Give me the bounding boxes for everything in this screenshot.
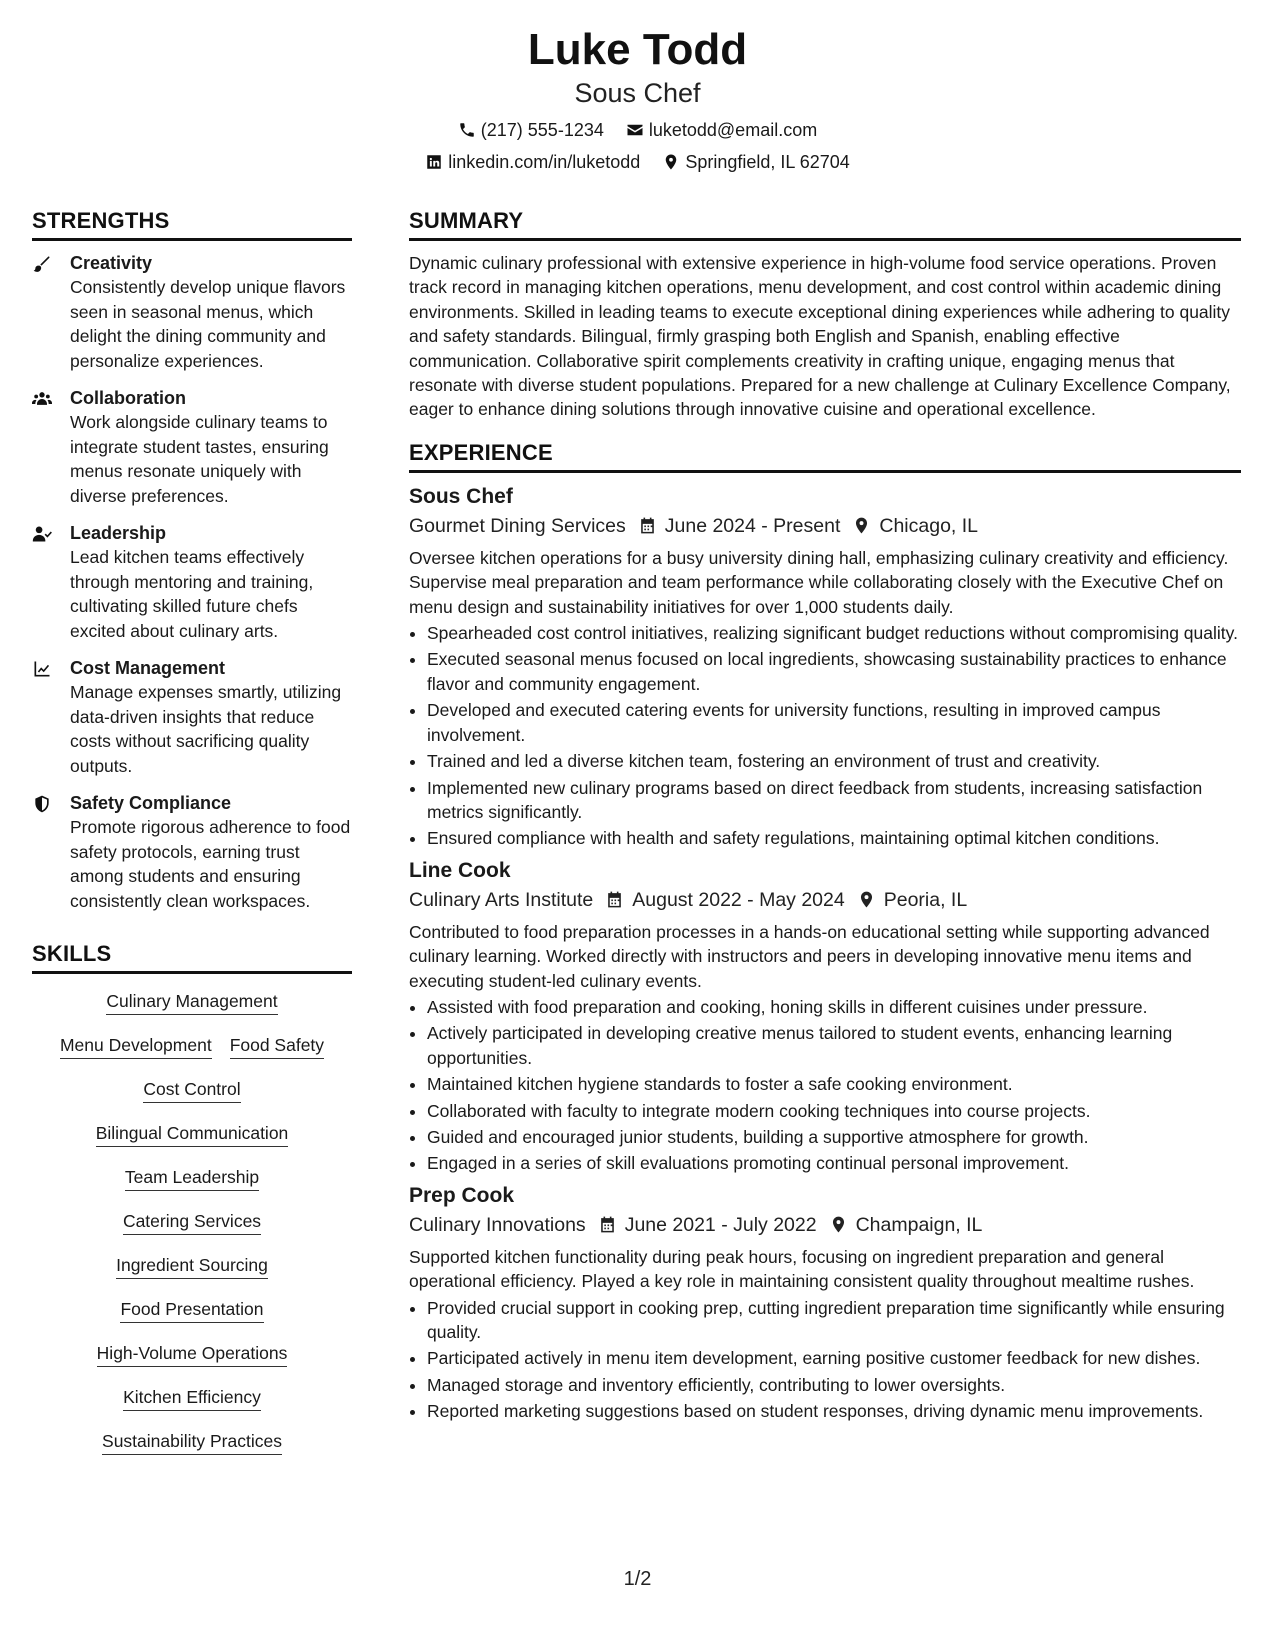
skill-tag: Menu Development bbox=[60, 1034, 212, 1059]
job-bullet: • Ensured compliance with health and safety regulations, maintaining optimal kitchen conditions. bbox=[427, 826, 1241, 850]
strength-desc: Lead kitchen teams effectively through mentoring and training, cultivating skilled future chefs excited about culinary arts. bbox=[70, 547, 314, 641]
job-bullet: • Trained and led a diverse kitchen team, fostering an environment of trust and creativity. bbox=[427, 749, 1241, 773]
strength-item bbox=[32, 251, 352, 373]
strength-desc: Work alongside culinary teams to integrate student tastes, ensuring menus resonate uniquely with diverse preferences. bbox=[70, 412, 329, 506]
contact-row-2 bbox=[0, 150, 1275, 174]
summary-heading: SUMMARY bbox=[409, 208, 1241, 241]
resume-body bbox=[32, 208, 1243, 1474]
contact-linkedin[interactable] bbox=[425, 150, 640, 174]
strength-item bbox=[32, 656, 352, 778]
contact-email[interactable] bbox=[626, 118, 817, 142]
job-bullet: • Spearheaded cost control initiatives, realizing significant budget reductions without compromising quality. bbox=[427, 621, 1241, 645]
job-title: Line Cook bbox=[409, 858, 511, 882]
job-dates: August 2022 - May 2024 bbox=[632, 888, 845, 911]
skill-tag: Catering Services bbox=[123, 1210, 261, 1235]
skill-tag: Food Safety bbox=[230, 1034, 324, 1059]
calendar-icon bbox=[598, 1215, 617, 1234]
strength-item bbox=[32, 791, 352, 913]
job-location: Peoria, IL bbox=[883, 888, 968, 911]
job-location: Chicago, IL bbox=[879, 514, 979, 537]
user-check-icon bbox=[32, 524, 52, 544]
job-meta bbox=[409, 513, 1241, 539]
page-number: 1/2 bbox=[623, 1568, 652, 1590]
resume-header bbox=[0, 0, 1275, 174]
calendar-icon bbox=[638, 516, 657, 535]
job-entry bbox=[409, 483, 1241, 851]
strength-title: Cost Management bbox=[70, 658, 226, 678]
chart-line-icon bbox=[32, 659, 52, 679]
linkedin-text[interactable]: linkedin.com/in/luketodd bbox=[448, 152, 641, 172]
envelope-icon bbox=[626, 121, 644, 139]
job-entry bbox=[409, 1182, 1241, 1424]
job-description: Supported kitchen functionality during peak hours, focusing on ingredient preparation and general operational efficiency. Played a key role in maintaining consistent quality throughout mealtime rushes. bbox=[409, 1246, 1195, 1292]
job-meta bbox=[409, 1212, 1241, 1238]
job-bullet: • Maintained kitchen hygiene standards to foster a safe cooking environment. bbox=[427, 1072, 1241, 1096]
job-bullet: • Provided crucial support in cooking prep, cutting ingredient preparation time significantly while ensuring quality. bbox=[427, 1296, 1241, 1345]
skill-tag: Food Presentation bbox=[120, 1298, 263, 1323]
job-bullet: • Participated actively in menu item development, earning positive customer feedback for new dishes. bbox=[427, 1346, 1241, 1370]
job-company: Culinary Innovations bbox=[409, 1213, 586, 1236]
strength-item bbox=[32, 386, 352, 508]
strength-title: Collaboration bbox=[70, 388, 186, 408]
skill-tag: Team Leadership bbox=[125, 1166, 259, 1191]
job-description: Contributed to food preparation processes in a hands-on educational setting while supporting advanced culinary learning. Worked directly with instructors and peers in developing innovative menu items and executing student-led culinary events. bbox=[409, 921, 1210, 991]
job-bullet: • Guided and encouraged junior students, building a supportive atmosphere for growth. bbox=[427, 1125, 1241, 1149]
email-text[interactable]: luketodd@email.com bbox=[648, 120, 818, 140]
linkedin-icon bbox=[425, 153, 443, 171]
strength-item bbox=[32, 521, 352, 643]
candidate-name: Luke Todd bbox=[527, 25, 748, 74]
strength-desc: Consistently develop unique flavors seen in seasonal menus, which delight the dining community and personalize experiences. bbox=[70, 277, 346, 371]
job-bullet: • Engaged in a series of skill evaluations promoting continual personal improvement. bbox=[427, 1151, 1241, 1175]
job-bullet: • Implemented new culinary programs based on direct feedback from students, increasing satisfaction metrics significantly. bbox=[427, 776, 1241, 825]
contact-row-1 bbox=[0, 118, 1275, 142]
job-dates: June 2021 - July 2022 bbox=[624, 1213, 817, 1236]
map-pin-icon bbox=[829, 1215, 848, 1234]
map-pin-icon bbox=[852, 516, 871, 535]
right-column bbox=[409, 208, 1241, 1474]
shield-icon bbox=[32, 794, 52, 814]
skills-heading: SKILLS bbox=[32, 941, 352, 974]
contact-location bbox=[662, 150, 849, 174]
phone-text: (217) 555-1234 bbox=[480, 120, 604, 140]
skill-tag: High-Volume Operations bbox=[97, 1342, 288, 1367]
location-text: Springfield, IL 62704 bbox=[685, 152, 850, 172]
summary-section bbox=[409, 208, 1241, 422]
brush-icon bbox=[32, 254, 52, 274]
job-bullets bbox=[409, 621, 1241, 851]
job-title: Prep Cook bbox=[409, 1183, 515, 1207]
skill-tag: Cost Control bbox=[143, 1078, 240, 1103]
job-entry bbox=[409, 857, 1241, 1176]
strength-title: Leadership bbox=[70, 523, 167, 543]
job-bullet: • Reported marketing suggestions based on student responses, driving dynamic menu improvements. bbox=[427, 1399, 1241, 1423]
phone-icon bbox=[458, 121, 476, 139]
summary-text: Dynamic culinary professional with extensive experience in high-volume food service operations. Proven track record in managing kitchen operations, menu development, and cost control within academic dining environments. Skilled in leading teams to execute exceptional dining experiences while adhering to quality and safety standards. Bilingual, firmly grasping both English and Spanish, enabling effective communication. Collaborative spirit complements creativity in crafting unique, engaging menus that resonate with diverse student populations. Prepared for a new challenge at Culinary Excellence Company, eager to enhance dining solutions through innovative cuisine and operational excellence. bbox=[409, 253, 1231, 420]
left-column bbox=[32, 208, 352, 1474]
candidate-title: Sous Chef bbox=[574, 78, 701, 108]
experience-section bbox=[409, 440, 1241, 1424]
users-icon bbox=[32, 389, 52, 409]
skills-section bbox=[32, 941, 352, 1455]
skills-list bbox=[32, 984, 352, 1455]
job-bullet: • Actively participated in developing creative menus tailored to student events, enhancing learning opportunities. bbox=[427, 1021, 1241, 1070]
strengths-section bbox=[32, 208, 352, 913]
skill-tag: Bilingual Communication bbox=[96, 1122, 289, 1147]
job-bullet: • Managed storage and inventory efficiently, contributing to lower oversights. bbox=[427, 1373, 1241, 1397]
strength-desc: Manage expenses smartly, utilizing data-driven insights that reduce costs without sacrificing quality outputs. bbox=[70, 682, 342, 776]
strength-desc: Promote rigorous adherence to food safety protocols, earning trust among students and ensuring consistently clean workspaces. bbox=[70, 817, 351, 911]
job-bullet: • Executed seasonal menus focused on local ingredients, showcasing sustainability practices to enhance flavor and community engagement. bbox=[427, 647, 1241, 696]
job-bullets bbox=[409, 1296, 1241, 1424]
skill-tag: Kitchen Efficiency bbox=[123, 1386, 261, 1411]
map-pin-icon bbox=[857, 890, 876, 909]
skill-tag: Sustainability Practices bbox=[102, 1430, 282, 1455]
strengths-heading: STRENGTHS bbox=[32, 208, 352, 241]
job-company: Gourmet Dining Services bbox=[409, 514, 626, 537]
job-meta bbox=[409, 887, 1241, 913]
calendar-icon bbox=[605, 890, 624, 909]
job-company: Culinary Arts Institute bbox=[409, 888, 594, 911]
map-pin-icon bbox=[662, 153, 680, 171]
strength-title: Safety Compliance bbox=[70, 793, 232, 813]
contact-phone bbox=[458, 118, 604, 142]
experience-heading: EXPERIENCE bbox=[409, 440, 1241, 473]
job-bullet: • Collaborated with faculty to integrate modern cooking techniques into course projects. bbox=[427, 1099, 1241, 1123]
job-title: Sous Chef bbox=[409, 484, 513, 508]
job-dates: June 2024 - Present bbox=[664, 514, 841, 537]
job-bullets bbox=[409, 995, 1241, 1176]
job-description: Oversee kitchen operations for a busy university dining hall, emphasizing culinary creativity and efficiency. Supervise meal preparation and team performance while collaborating closely with the Executive Chef on menu design and sustainability initiatives for over 1,000 students daily. bbox=[409, 547, 1229, 617]
skill-tag: Culinary Management bbox=[106, 990, 277, 1015]
job-location: Champaign, IL bbox=[855, 1213, 983, 1236]
job-bullet: • Developed and executed catering events for university functions, resulting in improved campus involvement. bbox=[427, 698, 1241, 747]
strength-title: Creativity bbox=[70, 253, 153, 273]
job-bullet: • Assisted with food preparation and cooking, honing skills in different cuisines under pressure. bbox=[427, 995, 1241, 1019]
skill-tag: Ingredient Sourcing bbox=[116, 1254, 268, 1279]
